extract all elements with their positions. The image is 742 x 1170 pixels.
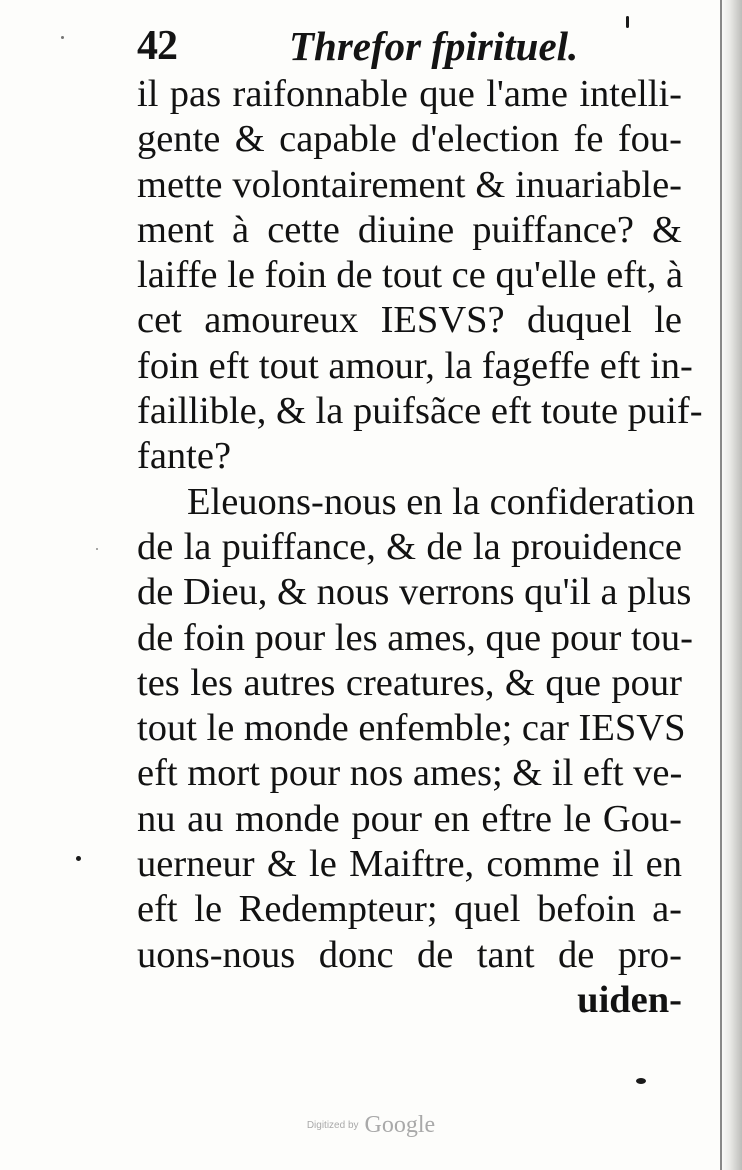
text-line-7: foin eft tout amour, la fageffe eft in- <box>137 344 693 387</box>
page-header <box>137 20 677 72</box>
text-line-17: nu au monde pour en eftre le Gou- <box>137 797 682 840</box>
text-line-3: mette volontairement & inuariable- <box>137 163 682 206</box>
catchword: uiden- <box>577 978 682 1021</box>
text-line-4: ment à cette diuine puiffance? & <box>137 208 682 251</box>
text-line-9: fante? <box>137 435 232 478</box>
page-number: 42 <box>137 23 177 69</box>
running-title: Threfor fpirituel. <box>289 23 579 69</box>
ink-speck <box>96 548 98 550</box>
gutter-edge-line <box>720 0 722 1170</box>
text-line-11: de la puiffance, & de la prouidence <box>137 525 682 568</box>
ink-speck <box>76 856 81 861</box>
page-gutter <box>720 0 742 1170</box>
text-line-19: eft le Redempteur; quel befoin a- <box>137 888 682 931</box>
digitized-by-text: Digitized by <box>306 1120 359 1131</box>
text-line-15: tout le monde enfemble; car IESVS <box>137 707 686 750</box>
digitization-watermark <box>0 1112 742 1139</box>
text-line-2: gente & capable d'election fe fou- <box>137 118 682 161</box>
ink-speck <box>636 1078 646 1084</box>
text-line-1: il pas raifonnable que l'ame intelli- <box>137 73 682 115</box>
text-line-14: tes les autres creatures, & que pour <box>137 661 682 704</box>
text-line-16: eft mort pour nos ames; & il eft ve- <box>137 752 683 795</box>
text-line-6: cet amoureux IESVS? duquel le <box>137 299 682 342</box>
body-text <box>137 72 703 1023</box>
text-line-5: laiffe le foin de tout ce qu'elle eft, à <box>137 254 684 297</box>
ink-speck <box>626 16 629 28</box>
text-line-13: de foin pour les ames, que pour tou- <box>137 616 693 659</box>
ink-speck <box>61 36 64 39</box>
text-line-20: uons-nous donc de tant de pro- <box>137 933 682 976</box>
text-line-18: uerneur & le Maiftre, comme il en <box>137 843 682 886</box>
google-watermark: Google <box>364 1112 436 1138</box>
text-line-10: Eleuons-nous en la confideration <box>187 480 695 523</box>
text-line-12: de Dieu, & nous verrons qu'il a plus <box>137 571 692 614</box>
text-line-8: faillible, & la puifsãce eft toute puif- <box>137 390 703 433</box>
